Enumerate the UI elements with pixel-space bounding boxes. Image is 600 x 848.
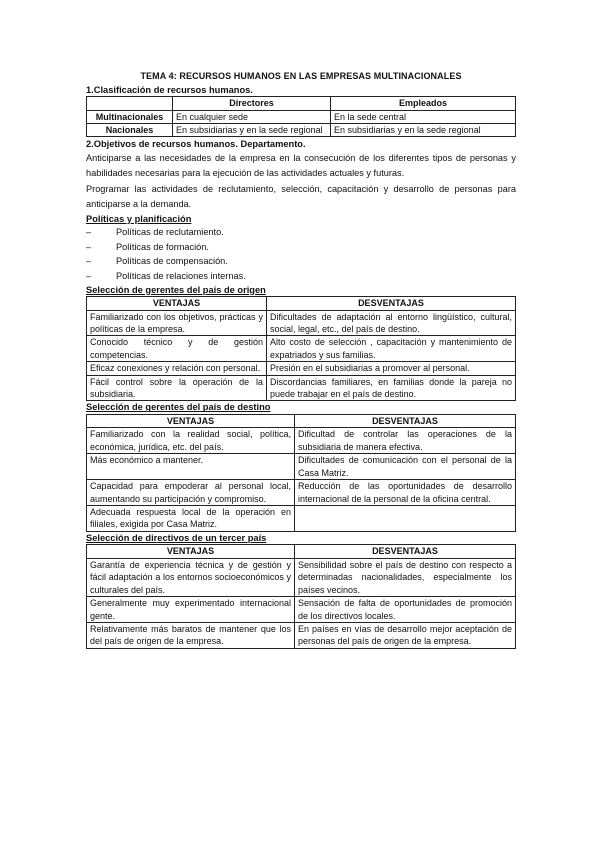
desventaja-cell: Dificultades de adaptación al entorno lingüístico, cultural, social, legal, etc., del país de destino. bbox=[267, 310, 516, 336]
bullet-dash: – bbox=[86, 227, 92, 238]
tercer-header-row bbox=[87, 545, 516, 558]
desventaja-cell bbox=[295, 506, 516, 532]
desventaja-cell: Reducción de las oportunidades de desarrollo internacional de la personal de la oficina central. bbox=[295, 480, 516, 506]
ventaja-cell: Más económico a mantener. bbox=[87, 454, 295, 480]
origen-table bbox=[86, 296, 516, 401]
document-page bbox=[86, 70, 516, 649]
policies-list bbox=[86, 225, 516, 283]
ventaja-cell: Familiarizado con la realidad social, política, económica, jurídica, etc. del país. bbox=[87, 428, 295, 454]
bullet-dash: – bbox=[86, 256, 92, 267]
desventaja-cell: Presión en el subsidiarias a promover al personal. bbox=[267, 362, 516, 375]
origen-heading: Selección de gerentes del país de origen bbox=[86, 284, 266, 295]
table-cell: En cualquier sede bbox=[173, 110, 331, 123]
table-row bbox=[87, 558, 516, 596]
desventaja-cell: Alto costo de selección , capacitación y mantenimiento de expatriados y sus familias. bbox=[267, 336, 516, 362]
classification-header-empty bbox=[87, 97, 173, 110]
ventaja-cell: Capacidad para empoderar al personal local, aumentando su participación y compromiso. bbox=[87, 480, 295, 506]
desventaja-cell: Dificultad de controlar las operaciones de la subsidiaria de manera efectiva. bbox=[295, 428, 516, 454]
origen-header-row bbox=[87, 297, 516, 310]
table-row bbox=[87, 375, 516, 401]
table-row bbox=[87, 506, 516, 532]
desventaja-cell: Discordancias familiares, en familias donde la pareja no puede trabajar en el país de destino. bbox=[267, 375, 516, 401]
destino-table bbox=[86, 414, 516, 532]
ventaja-cell: Adecuada respuesta local de la operación en filiales, exigida por Casa Matriz. bbox=[87, 506, 295, 532]
document-title: TEMA 4: RECURSOS HUMANOS EN LAS EMPRESAS MULTINACIONALES bbox=[140, 71, 462, 81]
table-row bbox=[87, 336, 516, 362]
desventaja-cell: Sensación de falta de oportunidades de promoción de los directivos locales. bbox=[295, 597, 516, 623]
desventajas-header: DESVENTAJAS bbox=[295, 545, 516, 558]
tercer-heading: Selección de directivos de un tercer país bbox=[86, 532, 267, 543]
table-row bbox=[87, 428, 516, 454]
desventaja-cell: Sensibilidad sobre el país de destino con respecto a determinadas nacionalidades, especialmente los países vecinos. bbox=[295, 558, 516, 596]
row-label: Nacionales bbox=[87, 124, 173, 137]
ventajas-header: VENTAJAS bbox=[87, 415, 295, 428]
destino-heading: Selección de gerentes del país de destino bbox=[86, 402, 271, 413]
list-item: – Políticas de relaciones internas. bbox=[86, 269, 516, 284]
ventaja-cell: Relativamente más baratos de mantener que los del país de origen de la empresa. bbox=[87, 622, 295, 648]
desventaja-cell: En países en vías de desarrollo mejor aceptación de personas del país de origen de la empresa. bbox=[295, 622, 516, 648]
table-cell: En subsidiarias y en la sede regional bbox=[331, 124, 516, 137]
ventaja-cell: Garantía de experiencia técnica y de gestión y fácil adaptación a los entornos socioeconómicos y culturales del país. bbox=[87, 558, 295, 596]
policies-heading: Políticas y planificación bbox=[86, 213, 192, 224]
table-row bbox=[87, 124, 516, 137]
ventaja-cell: Conocido técnico y de gestión competencias. bbox=[87, 336, 267, 362]
row-label: Multinacionales bbox=[87, 110, 173, 123]
list-item: – Políticas de compensación. bbox=[86, 254, 516, 269]
classification-header-directores: Directores bbox=[173, 97, 331, 110]
table-row bbox=[87, 362, 516, 375]
ventaja-cell: Eficaz conexiones y relación con personal. bbox=[87, 362, 267, 375]
bullet-dash: – bbox=[86, 271, 92, 281]
ventaja-cell: Fácil control sobre la operación de la subsidiaria. bbox=[87, 375, 267, 401]
table-row bbox=[87, 310, 516, 336]
table-cell: En subsidiarias y en la sede regional bbox=[173, 124, 331, 137]
tercer-table bbox=[86, 544, 516, 648]
classification-header-empleados: Empleados bbox=[331, 97, 516, 110]
ventajas-header: VENTAJAS bbox=[87, 297, 267, 310]
desventaja-cell: Dificultades de comunicación con el personal de la Casa Matriz. bbox=[295, 454, 516, 480]
classification-header-row bbox=[87, 97, 516, 110]
section2-heading: 2.Objetivos de recursos humanos. Departamento. bbox=[86, 139, 306, 150]
table-row bbox=[87, 597, 516, 623]
classification-table bbox=[86, 96, 516, 137]
objectives-paragraph-2: Programar las actividades de reclutamiento, selección, capacitación y desarrollo de personas para anticiparse a la demanda. bbox=[86, 183, 516, 210]
ventaja-cell: Familiarizado con los objetivos, prácticas y políticas de la empresa. bbox=[87, 310, 267, 336]
ventajas-header: VENTAJAS bbox=[87, 545, 295, 558]
ventaja-cell: Generalmente muy experimentado internacional gente. bbox=[87, 597, 295, 623]
objectives-paragraph-1: Anticiparse a las necesidades de la empresa en la consecución de los diferentes tipos de personas y habilidades necesarias para la ejecución de las actividades actuales y futuras. bbox=[86, 153, 516, 179]
desventajas-header: DESVENTAJAS bbox=[267, 297, 516, 310]
list-item: – Políticas de formación. bbox=[86, 240, 516, 255]
list-item: – Políticas de reclutamiento. bbox=[86, 225, 516, 240]
table-cell: En la sede central bbox=[331, 110, 516, 123]
table-row bbox=[87, 480, 516, 506]
desventajas-header: DESVENTAJAS bbox=[295, 415, 516, 428]
destino-header-row bbox=[87, 415, 516, 428]
section1-heading: 1.Clasificación de recursos humanos. bbox=[86, 84, 253, 95]
bullet-dash: – bbox=[86, 241, 92, 252]
table-row bbox=[87, 454, 516, 480]
table-row bbox=[87, 622, 516, 648]
table-row bbox=[87, 110, 516, 123]
